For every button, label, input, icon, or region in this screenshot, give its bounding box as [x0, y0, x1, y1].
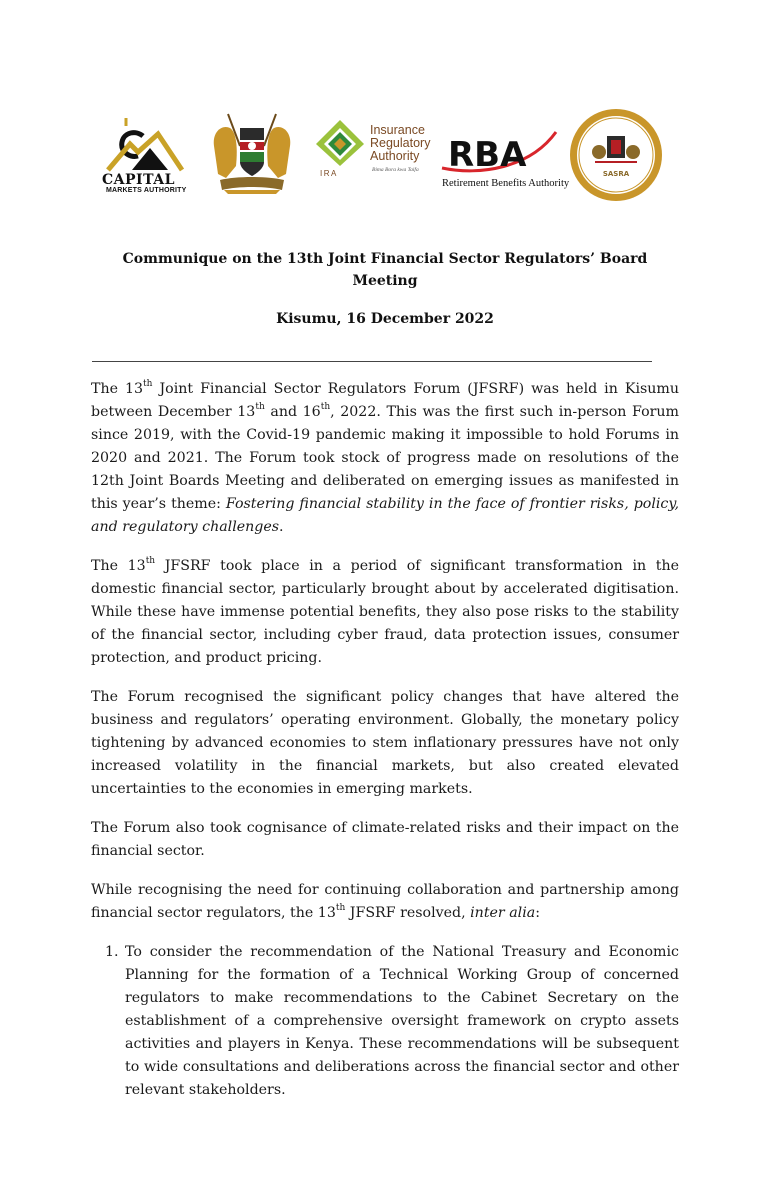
cma-logo	[98, 112, 188, 194]
sasra-seal-logo	[567, 106, 665, 204]
heading-divider	[92, 361, 652, 362]
page-title	[100, 248, 670, 292]
cma-subtitle: MARKETS AUTHORITY	[106, 187, 187, 194]
ira-abbr: IRA	[320, 169, 338, 178]
sasra-abbr: SASRA	[602, 170, 630, 178]
ira-tagline: Bima Bora kwa Taifa	[372, 167, 419, 173]
rba-subtitle: Retirement Benefits Authority	[442, 178, 570, 189]
rba-logo	[440, 128, 570, 190]
dateline: Kisumu, 16 December 2022	[276, 311, 494, 327]
ira-name-line3: Authority	[370, 149, 420, 163]
list-item-text: To consider the recommendation of the National Treasury and Economic Planning for the formation of a Technical Working Group of concerned regulators to make recommendations to the Cabinet Secretary on the establishment of a comprehensive oversight framework on crypto assets activities and players in Kenya. These recommendations will be subsequent to wide consultations and deliberations across the financial sector and other relevant stakeholders.	[125, 944, 679, 1098]
rba-wordmark: RBA	[448, 135, 527, 175]
cma-emblem-icon	[98, 112, 188, 174]
paragraph-3: The Forum recognised the significant policy changes that have altered the business and regulators’ operating environment. Globally, the monetary policy tightening by advanced economies to stem inflationary pressures have not only increased volatility in the financial markets, but also created elevated uncertainties to the economies in emerging markets.	[91, 689, 679, 797]
paragraph-2: The 13th JFSRF took place in a period of significant transformation in the domestic financial sector, particularly brought about by accelerated digitisation. While these have immense potential benefits, they also pose risks to the stability of the financial sector, including cyber fraud, data protection issues, consumer protection, and product pricing.	[91, 556, 679, 666]
coat-of-arms-icon	[206, 106, 298, 198]
communique-body	[91, 378, 679, 1102]
ira-name-line2: Regulatory	[370, 136, 431, 150]
ira-logo	[312, 118, 438, 184]
paragraph-5: While recognising the need for continuing collaboration and partnership among financial sector regulators, the 13th JFSRF resolved, inter alia:	[91, 882, 679, 921]
sasra-seal-icon	[567, 106, 665, 204]
ira-diamond-icon	[312, 118, 368, 168]
ira-name-line1: Insurance	[370, 123, 425, 137]
resolutions-list	[91, 941, 679, 1102]
forum-theme: Fostering financial stability in the face of frontier risks, policy, and regulatory challenges	[91, 496, 679, 535]
paragraph-1: The 13th Joint Financial Sector Regulators Forum (JFSRF) was held in Kisumu between December 13th and 16th, 2022. This was the first such in-person Forum since 2019, with the Covid-19 pandemic making it impossible to hold Forums in 2020 and 2021. The Forum took stock of progress made on resolutions of the 12th Joint Boards Meeting and deliberated on emerging issues as manifested in this year’s theme: Fostering financial stability in the face of frontier risks, policy, and regulatory challenges.	[91, 379, 679, 535]
kenya-coat-of-arms-logo	[206, 106, 298, 198]
title-line-2: Meeting	[352, 273, 418, 289]
list-item-number: 1.	[105, 944, 119, 960]
cma-name: CAPITAL	[102, 172, 175, 188]
paragraph-4: The Forum also took cognisance of climate-related risks and their impact on the financial sector.	[91, 820, 679, 859]
rba-emblem-icon	[440, 128, 560, 178]
title-line-1: Communique on the 13th Joint Financial Sector Regulators’ Board	[122, 251, 648, 267]
list-item	[91, 941, 679, 1102]
